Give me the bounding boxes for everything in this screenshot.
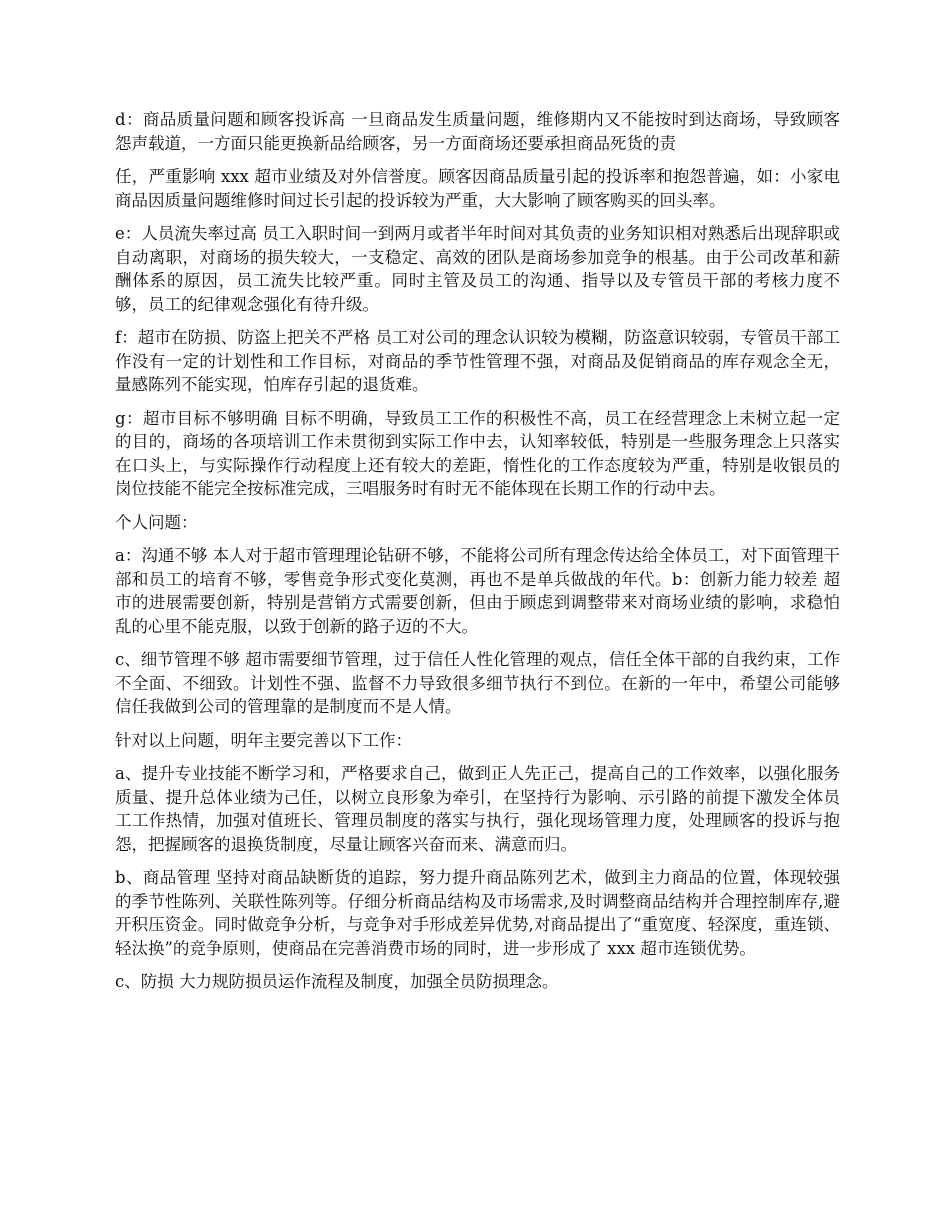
heading-next-year-work: 针对以上问题，明年主要完善以下工作： xyxy=(115,730,412,750)
paragraph-g-unclear-goals: g：超市目标不够明确 目标不明确，导致员工工作的积极性不高，员工在经营理念上未树立起一定的目的，商场的各项培训工作未贯彻到实际工作中去，认知率较低，特别是一些服务理念上只落实在口头上，与实际操作行动程度上还有较大的差距，惰性化的工作态度较为严重，特别是收银员的岗位技能不能完全按标准完成，三唱服务时有时无不能体现在长期工作的行动中去。 xyxy=(115,408,840,498)
paragraph-d-continued: 任，严重影响 xxx 超市业绩及对外信誉度。顾客因商品质量引起的投诉率和抱怨普遍，如：小家电商品因质量问题维修时间过长引起的投诉较为严重，大大影响了顾客购买的回头率。 xyxy=(115,167,840,210)
paragraph-e-staff-turnover: e：人员流失率过高 员工入职时间一到两月或者半年时间对其负责的业务知识相对熟悉后出现辞职或自动离职，对商场的损失较大，一支稳定、高效的团队是商场参加竞争的根基。由于公司改革和薪酬体系的原因，员工流失比较严重。同时主管及员工的沟通、指导以及专管员干部的考核力度不够，员工的纪律观念强化有待升级。 xyxy=(115,224,840,314)
paragraph-a-b-communication-innovation: a：沟通不够 本人对于超市管理理论钻研不够，不能将公司所有理念传达给全体员工，对下面管理干部和员工的培育不够，零售竞争形式变化莫测，再也不是单兵做战的年代。b：创新力能力较差 超市的进展需要创新，特别是营销方式需要创新，但由于顾虑到调整带来对商场业绩的影响，求稳怕乱的心里不能克服，以致于创新的路子迈的不大。 xyxy=(115,546,840,636)
paragraph-c-loss-prevention: c、防损 大力规防损员运作流程及制度，加强全员防损理念。 xyxy=(115,972,559,991)
paragraph-d-quality-complaints: d：商品质量问题和顾客投诉高 一旦商品发生质量问题，维修期内又不能按时到达商场，导致顾客怨声载道，一方面只能更换新品给顾客，另一方面商场还要承担商品死货的责 xyxy=(115,110,840,153)
paragraph-c-detail-management: c、细节管理不够 超市需要细节管理，过于信任人性化管理的观点，信任全体干部的自我约束，工作不全面、不细致。计划性不强、监督不力导致很多细节执行不到位。在新的一年中，希望公司能够信任我做到公司的管理靠的是制度而不是人情。 xyxy=(115,650,840,716)
heading-personal-issues: 个人问题： xyxy=(115,512,198,532)
paragraph-a-professional-skills: a、提升专业技能不断学习和，严格要求自己，做到正人先正己，提高自己的工作效率，以强化服务质量、提升总体业绩为己任，以树立良形象为牵引，在坚持行为影响、示引路的前提下激发全体员工工作热情，加强对值班长、管理员制度的落实与执行，强化现场管理力度，处理顾客的投诉与抱怨，把握顾客的退换货制度，尽量让顾客兴奋而来、满意而归。 xyxy=(115,764,840,854)
paragraph-b-merchandise-management: b、商品管理 坚持对商品缺断货的追踪，努力提升商品陈列艺术，做到主力商品的位置，体现较强的季节性陈列、关联性陈列等。仔细分析商品结构及市场需求,及时调整商品结构并合理控制库存,避开积压资金。同时做竞争分析，与竞争对手形成差异优势,对商品提出了“重宽度、轻深度，重连锁、轻汰换”的竞争原则，使商品在完善消费市场的同时，进一步形成了 xxx 超市连锁优势。 xyxy=(115,868,840,958)
document-body xyxy=(115,108,840,994)
paragraph-f-loss-prevention: f：超市在防损、防盗上把关不严格 员工对公司的理念认识较为模糊，防盗意识较弱，专管员干部工作没有一定的计划性和工作目标，对商品的季节性管理不强，对商品及促销商品的库存观念全无，量感陈列不能实现，怕库存引起的退货难。 xyxy=(115,328,840,394)
